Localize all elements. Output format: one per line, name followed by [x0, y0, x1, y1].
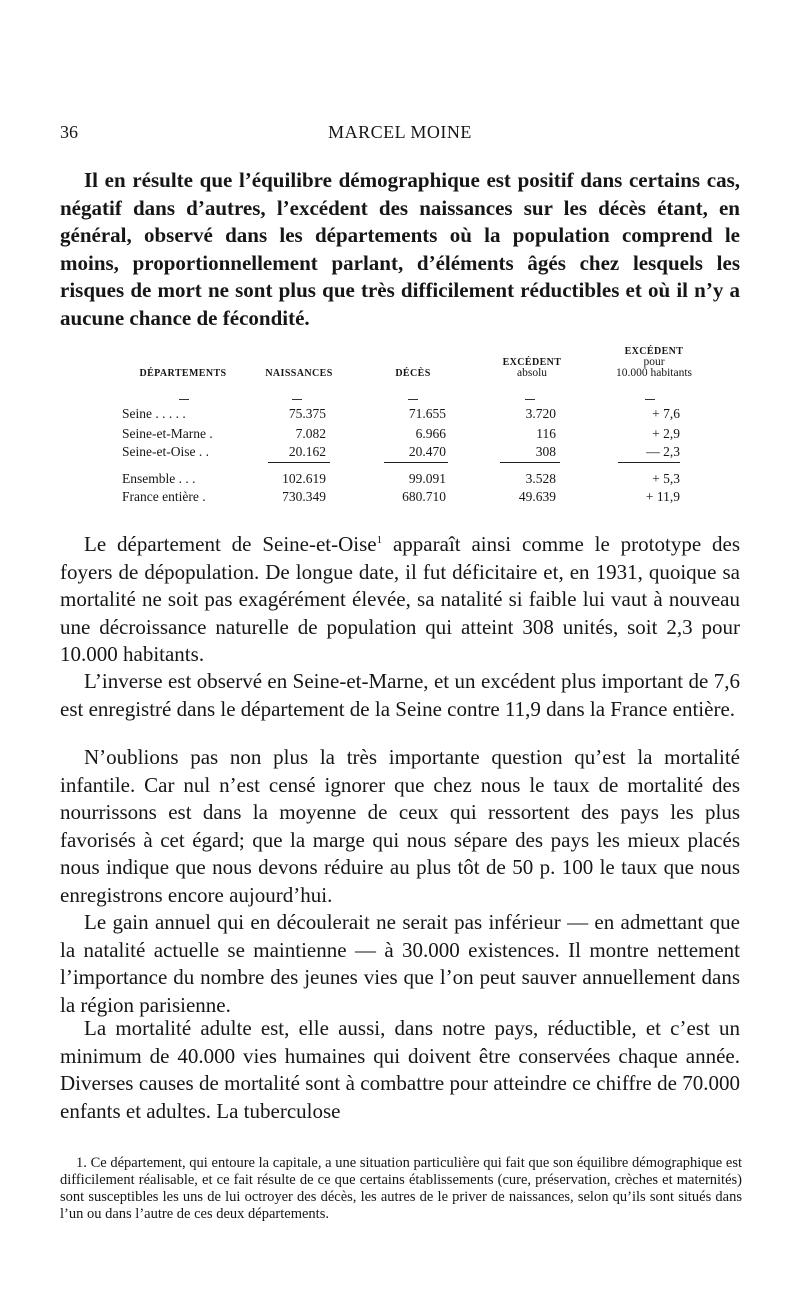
header-departements: DÉPARTEMENTS: [139, 368, 227, 379]
row-excedent: 49.639: [518, 489, 556, 504]
header-excedent-absolu-line1: EXCÉDENT: [502, 357, 562, 368]
paragraph-seine-et-oise-rest: apparaît ainsi comme le prototype des foyers de dépopulation. De longue date, il fut déficitaire et, en 1931, quoique sa mortalité ne soit pas exagérément élevée, sa natalité si faible lui vaut à nouveau une décroissance naturelle de population qui atteint 308 unités, soit 2,3 pour 10.000 habitants.: [60, 532, 740, 666]
row-pour: + 2,9: [652, 426, 680, 441]
row-pour: + 7,6: [652, 406, 680, 421]
row-naissances: 102.619: [282, 471, 326, 486]
row-deces: 20.470: [408, 444, 446, 459]
row-deces: 6.966: [415, 426, 446, 441]
paragraph-mortalite-adulte: La mortalité adulte est, elle aussi, dans notre pays, réductible, et c’est un minimum de 40.000 vies humaines qui doivent être conservées chaque année. Diverses causes de mortalité sont à combattre pour atteindre ce chiffre de 70.000 enfants et adultes. La tuberculose: [60, 1016, 740, 1123]
header-dash: [408, 399, 418, 400]
row-excedent: 116: [536, 426, 556, 441]
row-name: Seine-et-Marne .: [122, 426, 213, 441]
row-name: France entière .: [122, 489, 206, 504]
paragraph-seine-et-oise: [60, 531, 740, 669]
sum-rule: [268, 462, 330, 463]
paragraph-intro: Il en résulte que l’équilibre démographique est positif dans certains cas, négatif dans d’autres, l’excédent des naissances sur les décès étant, en général, observé dans les départements où la population comprend le moins, proportionnellement parlant, d’éléments âgés chez lesquels les risques de mort ne sont plus que très difficilement réductibles et où il n’y a aucune chance de fécondité.: [60, 168, 740, 330]
header-dash: [645, 399, 655, 400]
row-name: Ensemble . . .: [122, 471, 196, 486]
header-dash: [525, 399, 535, 400]
demographic-table: [0, 0, 800, 520]
sum-rule: [384, 462, 448, 463]
row-name: Seine . . . . .: [122, 406, 186, 421]
row-excedent: 308: [535, 444, 556, 459]
header-dash: [292, 399, 302, 400]
page-number: 36: [60, 122, 78, 142]
sum-rule: [618, 462, 680, 463]
paragraph-gain-annuel: Le gain annuel qui en découlerait ne serait pas inférieur — en admettant que la natalité actuelle se maintienne — à 30.000 existences. Il montre nettement l’importance du nombre des jeunes vies que l’on peut sauver annuellement dans la région parisienne.: [60, 910, 740, 1017]
paragraph-seine-et-oise-start: Le département de Seine-et-Oise: [84, 532, 377, 556]
row-naissances: 20.162: [288, 444, 326, 459]
header-excedent-pour-line3: 10.000 habitants: [615, 367, 693, 379]
row-deces: 99.091: [408, 471, 446, 486]
header-excedent-absolu-line2: absolu: [516, 367, 548, 379]
header-excedent-absolu: [488, 357, 576, 379]
paragraph-mortalite-infantile: N’oublions pas non plus la très importante question qu’est la mortalité infantile. Car nul n’est censé ignorer que chez nous le taux de mortalité des nourrissons est dans la moyenne de ceux qui ressortent des pays les plus favorisés à cet égard; que la marge qui nous sépare des pays les mieux placés nous indique que nous devons réduire au plus tôt de 50 p. 100 le taux que nous enregistrons encore aujourd’hui.: [60, 745, 740, 907]
header-dash: [179, 399, 189, 400]
header-deces: DÉCÈS: [395, 368, 431, 379]
header-excedent-pour-line1: EXCÉDENT: [624, 346, 684, 357]
paragraph-seine-et-marne: L’inverse est observé en Seine-et-Marne, et un excédent plus important de 7,6 est enregistré dans le département de la Seine contre 11,9 dans la France entière.: [60, 669, 740, 721]
row-naissances: 7.082: [295, 426, 326, 441]
sum-rule: [500, 462, 560, 463]
row-excedent: 3.720: [525, 406, 556, 421]
footnote-text: Ce département, qui entoure la capitale, a une situation particulière qui fait que son équilibre démographique est difficilement réalisable, et ce fait résulte de ce que certains établissements (cure, préservation, crèches et maternités) sont susceptibles les uns de lui octroyer des décès, les autres de le priver de naissances, selon qu’ils sont situés dans l’un ou dans l’autre de ces deux départements.: [60, 1155, 743, 1222]
row-pour: — 2,3: [646, 444, 680, 459]
footnote: [60, 1155, 742, 1223]
row-naissances: 75.375: [288, 406, 326, 421]
row-name: Seine-et-Oise . .: [122, 444, 209, 459]
running-title: MARCEL MOINE: [328, 122, 472, 142]
header-excedent-pour-line2: pour: [643, 356, 665, 368]
header-naissances: NAISSANCES: [265, 368, 333, 379]
header-excedent-pour: [594, 346, 714, 379]
row-deces: 71.655: [408, 406, 446, 421]
footnote-number: 1.: [76, 1155, 87, 1171]
row-excedent: 3.528: [525, 471, 556, 486]
row-naissances: 730.349: [282, 489, 326, 504]
footnote-reference: 1: [376, 534, 383, 546]
row-pour: + 11,9: [645, 489, 680, 504]
row-pour: + 5,3: [652, 471, 680, 486]
row-deces: 680.710: [402, 489, 446, 504]
